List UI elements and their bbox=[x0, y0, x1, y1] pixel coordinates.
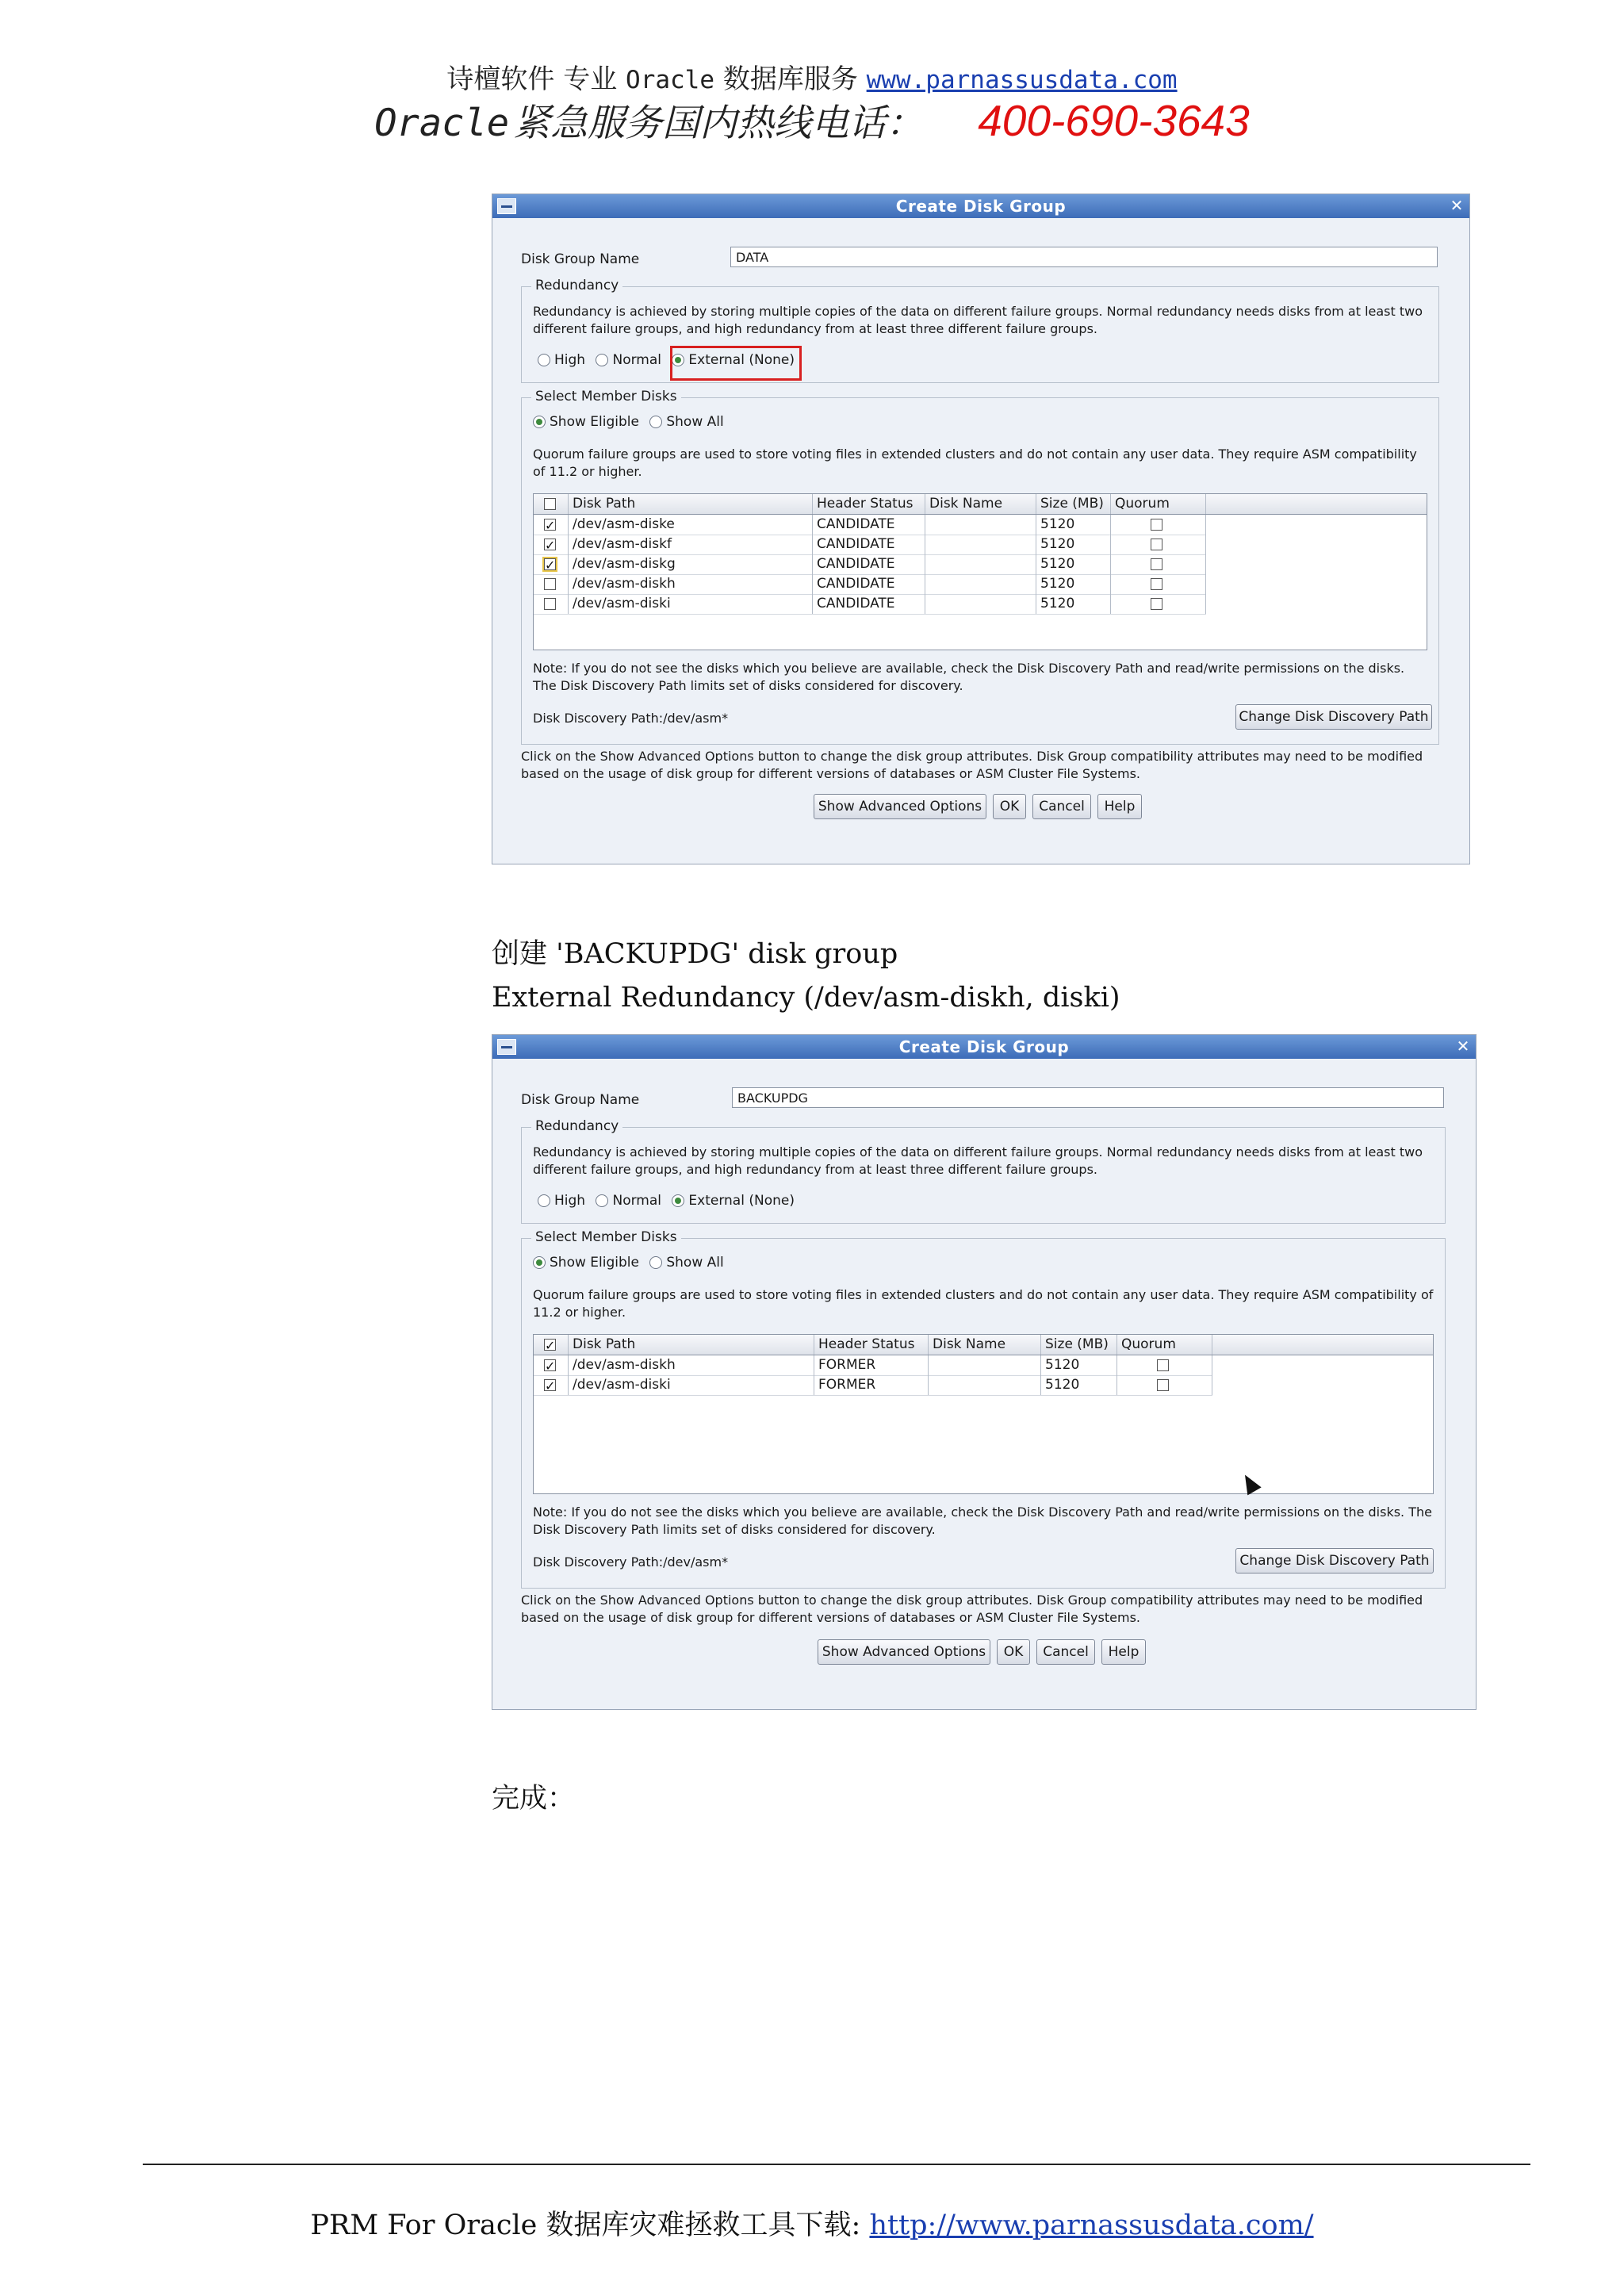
redundancy-normal-radio[interactable]: Normal bbox=[596, 1193, 661, 1209]
radio-icon bbox=[596, 1194, 608, 1207]
change-discovery-path-button[interactable]: Change Disk Discovery Path bbox=[1235, 1548, 1434, 1573]
quorum-checkbox[interactable] bbox=[1151, 539, 1162, 550]
disk-name bbox=[929, 1375, 1041, 1395]
cancel-button[interactable]: Cancel bbox=[1032, 794, 1091, 819]
redundancy-description: Redundancy is achieved by storing multiple copies of the data on different failure groups. Normal redundancy needs disks from at least two different failure groups, and high redundancy from at least three different failure groups. bbox=[533, 1144, 1423, 1177]
section-subheading: External Redundancy (/dev/asm-diskh, diski) bbox=[492, 982, 1120, 1014]
create-disk-group-dialog-2 bbox=[492, 1034, 1477, 1710]
column-header[interactable]: Disk Name bbox=[925, 494, 1036, 514]
disk-name bbox=[925, 515, 1036, 535]
redundancy-normal-radio[interactable]: Normal bbox=[596, 352, 661, 368]
show-advanced-options-button[interactable]: Show Advanced Options bbox=[814, 794, 986, 819]
column-header[interactable]: Disk Path bbox=[569, 494, 813, 514]
discovery-path: Disk Discovery Path:/dev/asm* bbox=[533, 1554, 729, 1570]
create-disk-group-dialog-1 bbox=[492, 194, 1470, 864]
column-header[interactable]: Quorum bbox=[1117, 1335, 1212, 1355]
disk-path: /dev/asm-diski bbox=[569, 1375, 814, 1395]
footer-text: PRM For Oracle 数据库灾难拯救工具下载: bbox=[310, 2210, 870, 2241]
disk-path: /dev/asm-diskf bbox=[569, 535, 813, 554]
help-button[interactable]: Help bbox=[1101, 1639, 1146, 1665]
checkbox-checked-icon[interactable] bbox=[544, 539, 556, 550]
member-options bbox=[533, 1255, 730, 1271]
window-menu-icon[interactable] bbox=[497, 1039, 516, 1055]
select-all-checkbox[interactable] bbox=[534, 494, 569, 514]
header-line-2 bbox=[0, 94, 1624, 147]
disk-group-name-label: Disk Group Name bbox=[521, 1092, 640, 1108]
header-status: CANDIDATE bbox=[813, 554, 925, 574]
show-all-radio[interactable]: Show All bbox=[649, 1255, 723, 1271]
column-header[interactable]: Header Status bbox=[813, 494, 925, 514]
discovery-path: Disk Discovery Path:/dev/asm* bbox=[533, 711, 729, 726]
radio-selected-icon bbox=[533, 416, 546, 428]
radio-icon bbox=[649, 1256, 662, 1269]
disk-group-name-label: Disk Group Name bbox=[521, 251, 640, 267]
footer-download-link[interactable]: http://www.parnassusdata.com/ bbox=[869, 2210, 1314, 2241]
hotline-phone: 400-690-3643 bbox=[978, 96, 1250, 145]
member-disks-group bbox=[521, 1229, 1446, 1589]
discovery-note: Note: If you do not see the disks which you believe are available, check the Disk Discovery Path and read/write permissions on the disks. The Disk Discovery Path limits set of disks considered for discovery. bbox=[533, 661, 1405, 693]
radio-icon bbox=[649, 416, 662, 428]
checkbox-checked-icon[interactable] bbox=[544, 519, 556, 531]
header-status: CANDIDATE bbox=[813, 574, 925, 594]
disk-group-name-input[interactable]: DATA bbox=[730, 247, 1438, 267]
column-header[interactable]: Size (MB) bbox=[1041, 1335, 1117, 1355]
quorum-checkbox[interactable] bbox=[1157, 1379, 1169, 1391]
help-button[interactable]: Help bbox=[1097, 794, 1142, 819]
discovery-note: Note: If you do not see the disks which you believe are available, check the Disk Discovery Path and read/write permissions on the disks. The Disk Discovery Path limits set of disks considered for discovery. bbox=[533, 1504, 1432, 1537]
disk-size: 5120 bbox=[1041, 1355, 1117, 1375]
disk-path: /dev/asm-diskg bbox=[569, 554, 813, 574]
radio-icon bbox=[538, 1194, 550, 1207]
member-disks-group bbox=[521, 389, 1439, 745]
redundancy-external-radio[interactable]: External (None) bbox=[672, 352, 795, 368]
ok-button[interactable]: OK bbox=[997, 1639, 1030, 1665]
header-oracle: Oracle bbox=[626, 66, 715, 94]
table-row[interactable] bbox=[534, 554, 1206, 575]
quorum-checkbox[interactable] bbox=[1151, 519, 1162, 531]
member-disks-legend: Select Member Disks bbox=[531, 389, 681, 404]
table-row[interactable] bbox=[534, 515, 1206, 535]
header-service: 数据库服务 bbox=[722, 63, 858, 95]
disk-size: 5120 bbox=[1036, 535, 1111, 554]
advanced-options-description: Click on the Show Advanced Options button to change the disk group attributes. Disk Group compatibility attributes may need to be modified based on the usage of disk group for different versions of databases or ASM Cluster File Systems. bbox=[521, 1593, 1423, 1625]
quorum-description: Quorum failure groups are used to store voting files in extended clusters and do not contain any user data. They require ASM compatibility of 11.2 or higher. bbox=[533, 1287, 1434, 1320]
redundancy-external-radio[interactable]: External (None) bbox=[672, 1193, 795, 1209]
column-header[interactable]: Size (MB) bbox=[1036, 494, 1111, 514]
table-header bbox=[534, 1335, 1433, 1355]
header-status: FORMER bbox=[814, 1375, 929, 1395]
ok-button[interactable]: OK bbox=[993, 794, 1026, 819]
table-row[interactable] bbox=[534, 1375, 1212, 1396]
show-eligible-radio[interactable]: Show Eligible bbox=[533, 1255, 639, 1271]
checkbox-checked-icon[interactable] bbox=[544, 558, 556, 570]
table-row[interactable] bbox=[534, 574, 1206, 595]
disk-name bbox=[929, 1355, 1041, 1375]
header-status: CANDIDATE bbox=[813, 535, 925, 554]
header-line-1 bbox=[0, 57, 1624, 96]
column-header[interactable]: Quorum bbox=[1111, 494, 1206, 514]
member-options bbox=[533, 414, 730, 430]
table-row[interactable] bbox=[534, 594, 1206, 615]
radio-icon bbox=[538, 354, 550, 366]
redundancy-legend: Redundancy bbox=[531, 278, 622, 293]
disk-name bbox=[925, 574, 1036, 594]
disk-size: 5120 bbox=[1036, 574, 1111, 594]
disk-name bbox=[925, 594, 1036, 614]
checkbox-icon bbox=[544, 498, 556, 510]
radio-icon bbox=[596, 354, 608, 366]
column-header[interactable]: Header Status bbox=[814, 1335, 929, 1355]
window-menu-icon[interactable] bbox=[497, 198, 516, 214]
change-discovery-path-button[interactable]: Change Disk Discovery Path bbox=[1235, 704, 1432, 730]
quorum-checkbox[interactable] bbox=[1151, 558, 1162, 570]
redundancy-high-radio[interactable]: High bbox=[538, 1193, 585, 1209]
disk-group-name-input[interactable]: BACKUPDG bbox=[732, 1087, 1444, 1108]
redundancy-description: Redundancy is achieved by storing multiple copies of the data on different failure groups. Normal redundancy needs disks from at least two different failure groups, and high redundancy from at least three different failure groups. bbox=[533, 304, 1423, 336]
hotline-label: 紧急服务国内热线电话： bbox=[513, 102, 924, 145]
close-icon[interactable]: ✕ bbox=[1456, 1037, 1470, 1056]
footer bbox=[0, 2203, 1624, 2243]
footer-divider bbox=[143, 2164, 1530, 2165]
redundancy-legend: Redundancy bbox=[531, 1118, 622, 1134]
advanced-options-description: Click on the Show Advanced Options button to change the disk group attributes. Disk Group compatibility attributes may need to be modified based on the usage of disk group for different versions of databases or ASM Cluster File Systems. bbox=[521, 749, 1423, 781]
disk-path: /dev/asm-diskh bbox=[569, 574, 813, 594]
quorum-checkbox[interactable] bbox=[1151, 578, 1162, 590]
disk-size: 5120 bbox=[1036, 554, 1111, 574]
radio-selected-icon bbox=[672, 1194, 684, 1207]
quorum-description: Quorum failure groups are used to store voting files in extended clusters and do not contain any user data. They require ASM compatibility of 11.2 or higher. bbox=[533, 447, 1417, 479]
disk-size: 5120 bbox=[1036, 515, 1111, 535]
checkbox-icon[interactable] bbox=[544, 578, 556, 590]
dialog-title: Create Disk Group bbox=[898, 1037, 1070, 1056]
table-row[interactable] bbox=[534, 1355, 1212, 1376]
show-advanced-options-button[interactable]: Show Advanced Options bbox=[818, 1639, 990, 1665]
disk-table bbox=[533, 493, 1427, 650]
quorum-checkbox[interactable] bbox=[1151, 598, 1162, 610]
header-status: CANDIDATE bbox=[813, 515, 925, 535]
disk-path: /dev/asm-diski bbox=[569, 594, 813, 614]
radio-selected-icon bbox=[533, 1256, 546, 1269]
quorum-checkbox[interactable] bbox=[1157, 1359, 1169, 1371]
column-header[interactable]: Disk Name bbox=[929, 1335, 1041, 1355]
member-disks-legend: Select Member Disks bbox=[531, 1229, 681, 1245]
header-company: 诗檀软件 专业 bbox=[446, 63, 618, 95]
show-all-radio[interactable]: Show All bbox=[649, 414, 723, 430]
header-website-link[interactable]: www.parnassusdata.com bbox=[866, 66, 1178, 94]
show-eligible-radio[interactable]: Show Eligible bbox=[533, 414, 639, 430]
hotline-oracle: Oracle bbox=[374, 102, 510, 145]
disk-size: 5120 bbox=[1036, 594, 1111, 614]
select-all-checkbox[interactable] bbox=[534, 1335, 569, 1355]
checkbox-checked-icon bbox=[544, 1339, 556, 1351]
done-text: 完成： bbox=[492, 1783, 576, 1815]
red-highlight-box bbox=[670, 346, 802, 381]
disk-size: 5120 bbox=[1041, 1375, 1117, 1395]
disk-name bbox=[925, 535, 1036, 554]
redundancy-group bbox=[521, 278, 1439, 383]
checkbox-checked-icon[interactable] bbox=[544, 1359, 556, 1371]
checkbox-checked-icon[interactable] bbox=[544, 1379, 556, 1391]
disk-name bbox=[925, 554, 1036, 574]
dialog-title: Create Disk Group bbox=[895, 197, 1067, 216]
dialog-title-bar bbox=[492, 194, 1469, 218]
column-header[interactable]: Disk Path bbox=[569, 1335, 814, 1355]
table-header bbox=[534, 494, 1427, 515]
redundancy-options bbox=[538, 1193, 801, 1209]
redundancy-group bbox=[521, 1118, 1446, 1224]
checkbox-icon[interactable] bbox=[544, 598, 556, 610]
cancel-button[interactable]: Cancel bbox=[1036, 1639, 1095, 1665]
disk-path: /dev/asm-diske bbox=[569, 515, 813, 535]
table-row[interactable] bbox=[534, 535, 1206, 555]
disk-path: /dev/asm-diskh bbox=[569, 1355, 814, 1375]
header-status: FORMER bbox=[814, 1355, 929, 1375]
disk-table bbox=[533, 1334, 1434, 1494]
dialog-title-bar bbox=[492, 1035, 1476, 1059]
close-icon[interactable]: ✕ bbox=[1450, 196, 1464, 215]
header-status: CANDIDATE bbox=[813, 594, 925, 614]
section-heading: 创建 'BACKUPDG' disk group bbox=[492, 938, 898, 970]
redundancy-high-radio[interactable]: High bbox=[538, 352, 585, 368]
